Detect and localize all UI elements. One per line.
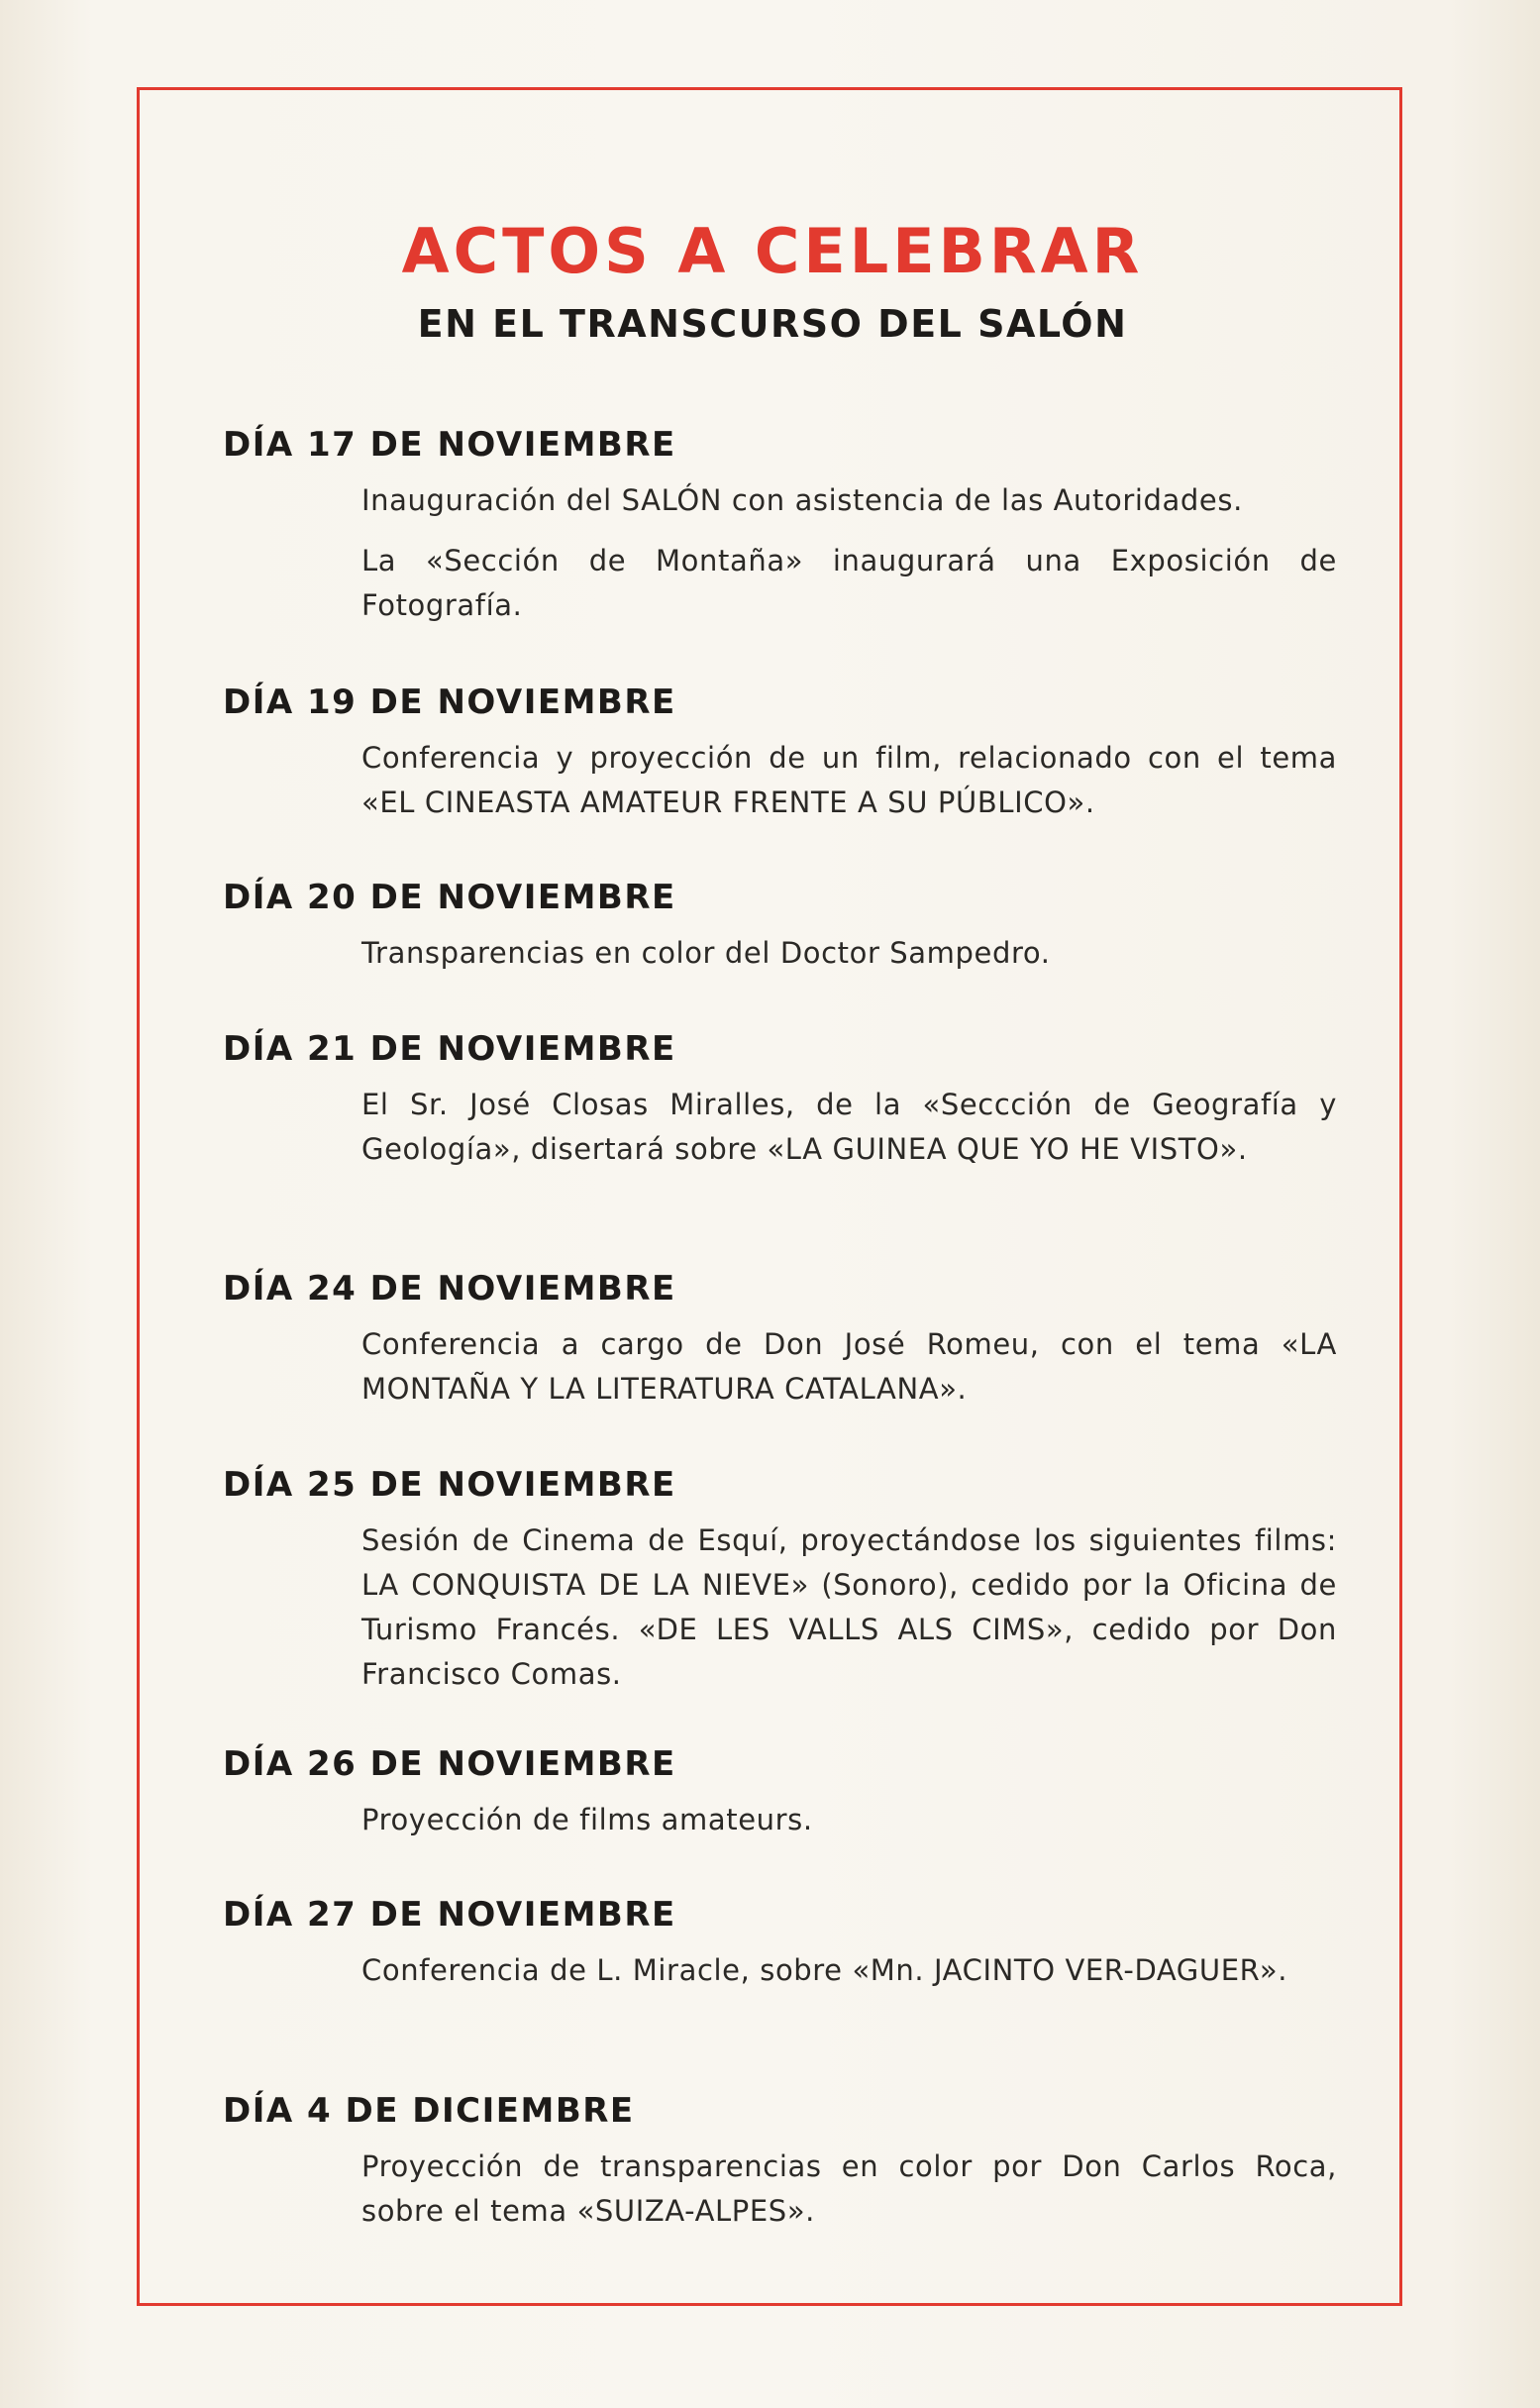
event-day-21 bbox=[223, 1029, 1352, 1172]
event-date: DÍA 27 DE NOVIEMBRE bbox=[223, 1895, 676, 1935]
event-description: Proyección de transparencias en color por Don Carlos Roca, sobre el tema «SUIZA-ALPES». bbox=[361, 2149, 1337, 2228]
event-description: El Sr. José Closas Miralles, de la «Seccción de Geografía y Geología», disertará sobre «LA GUINEA QUE YO HE VISTO». bbox=[361, 1088, 1337, 1166]
event-day-4-dec bbox=[223, 2091, 1352, 2234]
event-date: DÍA 25 DE NOVIEMBRE bbox=[223, 1465, 676, 1505]
event-day-25 bbox=[223, 1465, 1352, 1697]
event-description: Sesión de Cinema de Esquí, proyectándose los siguientes films: LA CONQUISTA DE LA NIEVE» (Sonoro), cedido por la Oficina de Turismo Francés. «DE LES VALLS ALS CIMS», cedido por Don Francisco Comas. bbox=[361, 1523, 1337, 1691]
event-date: DÍA 19 DE NOVIEMBRE bbox=[223, 682, 676, 722]
event-day-24 bbox=[223, 1269, 1352, 1412]
event-date: DÍA 21 DE NOVIEMBRE bbox=[223, 1029, 676, 1069]
event-date: DÍA 24 DE NOVIEMBRE bbox=[223, 1269, 676, 1309]
event-date: DÍA 17 DE NOVIEMBRE bbox=[223, 425, 676, 465]
event-day-26 bbox=[223, 1744, 1352, 1842]
event-description: La «Sección de Montaña» inaugurará una Exposición de Fotografía. bbox=[361, 544, 1337, 622]
event-date: DÍA 20 DE NOVIEMBRE bbox=[223, 878, 676, 917]
event-day-19 bbox=[223, 682, 1352, 825]
red-border-frame bbox=[137, 87, 1402, 2306]
event-description: Inauguración del SALÓN con asistencia de las Autoridades. bbox=[361, 483, 1243, 517]
page-subtitle: EN EL TRANSCURSO DEL SALÓN bbox=[417, 302, 1128, 346]
event-description: Proyección de films amateurs. bbox=[361, 1803, 813, 1836]
event-description: Transparencias en color del Doctor Sampedro. bbox=[361, 936, 1051, 970]
event-date: DÍA 26 DE NOVIEMBRE bbox=[223, 1744, 676, 1784]
event-day-27 bbox=[223, 1895, 1352, 1993]
page-title: ACTOS A CELEBRAR bbox=[401, 215, 1144, 287]
event-description: Conferencia y proyección de un film, relacionado con el tema «EL CINEASTA AMATEUR FRENTE A SU PÚBLICO». bbox=[361, 741, 1337, 819]
event-day-17 bbox=[223, 425, 1352, 628]
event-date: DÍA 4 DE DICIEMBRE bbox=[223, 2091, 635, 2131]
event-description: Conferencia a cargo de Don José Romeu, con el tema «LA MONTAÑA Y LA LITERATURA CATALANA». bbox=[361, 1327, 1337, 1406]
event-description: Conferencia de L. Miracle, sobre «Mn. JACINTO VER-DAGUER». bbox=[361, 1953, 1288, 1987]
event-day-20 bbox=[223, 878, 1352, 976]
